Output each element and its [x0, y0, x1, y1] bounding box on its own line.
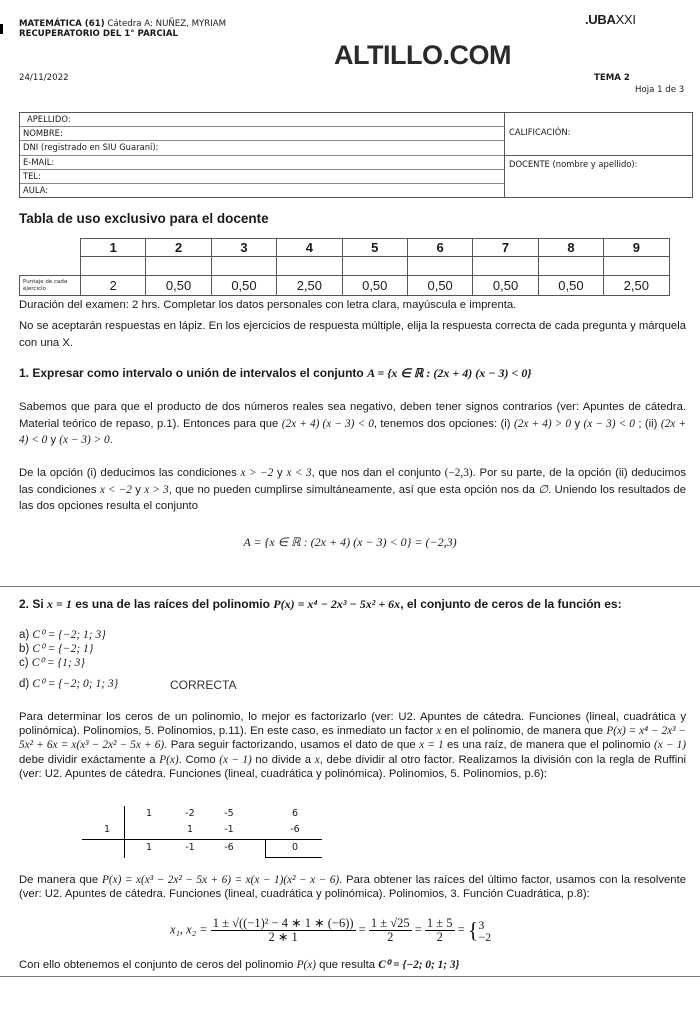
option-a[interactable]	[19, 628, 106, 642]
math: (x − 3) < 0	[583, 417, 635, 430]
section-divider	[0, 586, 700, 587]
empty-corner	[20, 239, 81, 257]
empty-label	[20, 257, 81, 276]
text: no divide a	[251, 753, 315, 766]
math: (x − 1)	[653, 739, 686, 752]
ruffini-cell: -1	[185, 842, 195, 853]
math: (2x + 4) > 0	[513, 417, 572, 430]
case-2: −2	[478, 929, 492, 944]
option-label: d)	[19, 678, 33, 690]
cases	[478, 919, 491, 943]
left-brace: {	[467, 917, 479, 943]
text: en el polinomio, de manera que	[441, 725, 607, 738]
score-cell: 0,50	[473, 276, 538, 296]
text: .	[109, 434, 113, 446]
uba-thin: XXI	[615, 12, 636, 27]
q1-title	[19, 366, 686, 380]
grade-entry-cell[interactable]	[81, 257, 146, 276]
ruffini-table	[82, 806, 322, 858]
header-cell: 5	[342, 239, 407, 257]
math: (−2,3)	[444, 467, 473, 479]
option-math: C⁰ = {−2; 0; 1; 3}	[32, 678, 119, 690]
option-label: a)	[19, 629, 33, 641]
header-cell: 4	[277, 239, 342, 257]
grade-entry-cell[interactable]	[407, 257, 472, 276]
text: , que no pueden cumplirse simultáneamente, así que esta opción nos da	[168, 483, 539, 496]
grades-table	[19, 238, 670, 296]
header-cell: 9	[604, 239, 669, 257]
text: es una raíz, de manera que el polinomio	[443, 739, 654, 752]
score-row-label: Puntaje de cada ejercicio	[20, 276, 81, 296]
grade-entry-cell[interactable]	[538, 257, 603, 276]
text: Con ello obtenemos el conjunto de ceros del polinomio	[19, 959, 297, 971]
field-docente[interactable]: DOCENTE (nombre y apellido):	[509, 159, 638, 169]
ruffini-cell: 1	[186, 824, 194, 835]
math: P(x) = x(x³ − 2x² − 5x + 6) = x(x − 1)(x² − x − 6)	[101, 874, 340, 886]
q1-title-math: A = {x ∈ ℝ : (2x + 4) (x − 3) < 0}	[367, 366, 532, 380]
ruffini-cell: -6	[290, 824, 300, 835]
text: y	[273, 467, 287, 479]
score-cell: 2,50	[277, 276, 342, 296]
math: C⁰ = {−2; 0; 1; 3}	[378, 959, 460, 971]
text: debe dividir exáctamente a	[19, 753, 160, 766]
grade-entry-cell[interactable]	[277, 257, 342, 276]
teacher-fields	[505, 113, 693, 197]
grades-table-title: Tabla de uso exclusivo para el docente	[19, 211, 269, 226]
text: , que nos dan el conjunto	[311, 467, 445, 479]
math: x	[436, 725, 442, 738]
ruffini-remainder-box-left	[265, 839, 266, 857]
grade-entry-cell[interactable]	[146, 257, 211, 276]
ruffini-cell: -2	[185, 808, 195, 819]
field-apellido[interactable]: APELLIDO:	[20, 113, 504, 127]
text: y	[571, 417, 584, 430]
exam-date: 24/11/2022	[19, 73, 69, 83]
field-email[interactable]: E-MAIL:	[20, 156, 504, 170]
grade-entry-cell[interactable]	[342, 257, 407, 276]
denominator: 2	[387, 930, 394, 944]
uba-logo	[585, 12, 636, 27]
numerator: 1 ± √25	[370, 916, 410, 930]
score-cell: 0,50	[407, 276, 472, 296]
margin-marker	[0, 24, 3, 34]
math: P(x) = x⁴ − 2x³ − 5x² + 6x = x(x³ − 2x² − 5x + 6)	[19, 725, 686, 752]
score-cell: 2,50	[604, 276, 669, 296]
q1-result: A = {x ∈ ℝ : (2x + 4) (x − 3) < 0} = (−2,3)	[243, 535, 457, 549]
math: x > 3	[144, 483, 169, 496]
text: Sabemos que para que el producto de dos números reales sea negativo, deben tener signos contrarios (ver: Apuntes de cátedra. Material teórico de repaso, p.1). Entonces para que	[19, 401, 686, 430]
header-cell: 6	[407, 239, 472, 257]
page-indicator: Hoja 1 de 3	[635, 85, 685, 95]
ruffini-cell: -6	[224, 842, 234, 853]
option-d[interactable]	[19, 677, 118, 691]
section-divider	[0, 976, 700, 977]
ruffini-remainder: 0	[291, 842, 299, 853]
option-math: C⁰ = {1; 3}	[31, 657, 85, 669]
q1-title-text: 1. Expresar como intervalo o unión de intervalos el conjunto	[19, 366, 368, 380]
ruffini-divisor: 1	[103, 824, 111, 835]
grade-entry-cell[interactable]	[473, 257, 538, 276]
denominator: 2	[436, 930, 443, 944]
ruffini-vertical-line	[124, 806, 125, 858]
exam-name: RECUPERATORIO DEL 1° PARCIAL	[19, 29, 178, 39]
header-cell: 8	[538, 239, 603, 257]
grade-entry-cell[interactable]	[211, 257, 276, 276]
ruffini-cell: -1	[224, 824, 234, 835]
header-cell: 3	[211, 239, 276, 257]
math: (2x + 4) (x − 3) < 0	[281, 417, 374, 430]
q1-paragraph-1	[19, 399, 686, 449]
math: P(x)	[159, 753, 179, 766]
text: ; (ii)	[634, 417, 661, 430]
numerator: 1 ± 5	[426, 916, 453, 930]
text: , debe dividir al otro factor. Realizamos la división con la regla de Ruffini (ver: U2. Apuntes de cátedra. Funciones (lineal, cuadrática y polinómica). Polinomios, 5. Polinomios, p.6):	[19, 753, 686, 780]
formula-lhs: x₁, x₂ =	[170, 922, 208, 937]
score-cell: 0,50	[211, 276, 276, 296]
option-label: c)	[19, 657, 32, 669]
student-fields	[20, 113, 505, 197]
course-header	[19, 19, 226, 39]
ruffini-cell: 1	[145, 808, 153, 819]
fraction-3	[425, 917, 455, 944]
numerator: 1 ± √((−1)² − 4 ∗ 1 ∗ (−6))	[212, 916, 354, 930]
math: x < −2	[99, 483, 132, 496]
field-dni[interactable]: DNI (registrado en SIU Guaraní):	[20, 141, 504, 155]
correct-answer-label: CORRECTA	[170, 678, 237, 692]
option-c[interactable]	[19, 656, 85, 670]
math: x > −2	[240, 467, 274, 479]
text: De la opción (i) deducimos las condiciones	[19, 467, 241, 479]
ruffini-remainder-box-bottom	[265, 857, 322, 858]
header-cell: 7	[473, 239, 538, 257]
header-cell: 1	[81, 239, 146, 257]
empty-set-symbol: ∅	[538, 483, 549, 496]
text: . Uniendo los resultados de las dos opciones resulta el conjunto	[19, 483, 686, 512]
ruffini-cell: 1	[145, 842, 153, 853]
text: 2. Si	[19, 597, 48, 611]
math: (2x + 4) < 0	[19, 417, 686, 446]
text: De manera que	[19, 874, 102, 886]
case-1: 3	[478, 917, 485, 932]
q2-paragraph-2	[19, 873, 686, 901]
header-cell: 2	[146, 239, 211, 257]
field-tel[interactable]: TEL:	[20, 170, 504, 184]
text: que resulta	[316, 959, 379, 971]
option-b[interactable]	[19, 642, 93, 656]
fraction-2	[369, 917, 412, 944]
q2-conclusion	[19, 958, 686, 972]
field-aula[interactable]: AULA:	[23, 184, 49, 195]
text: es una de las raíces del polinomio	[71, 597, 274, 611]
option-math: C⁰ = {−2; 1; 3}	[32, 629, 106, 641]
score-cell: 0,50	[342, 276, 407, 296]
course-name: MATEMÁTICA (61)	[19, 19, 105, 29]
altillo-logo: ALTILLO.COM	[334, 40, 511, 70]
text: . Como	[178, 753, 220, 766]
score-cell: 0,50	[538, 276, 603, 296]
text: Para determinar los ceros de un polinomio, lo mejor es factorizarlo (ver: U2. Apuntes de cátedra. Funciones (lineal, cuadrática y polinómica). Polinomios, 5. Polinomios, p.11). En este caso, es inmediato un factor	[19, 711, 686, 738]
field-calificacion[interactable]: CALIFICACIÓN:	[505, 113, 693, 156]
math: P(x)	[296, 959, 317, 971]
ruffini-cell: -5	[224, 808, 234, 819]
q2-paragraph-1	[19, 710, 686, 781]
denominator: 2 ∗ 1	[268, 930, 298, 944]
math: P(x) = x⁴ − 2x³ − 5x² + 6x	[273, 597, 401, 611]
fraction-1	[211, 917, 356, 944]
score-cell: 0,50	[146, 276, 211, 296]
instruction-pen: No se aceptarán respuestas en lápiz. En los ejercicios de respuesta múltiple, elija la respuesta correcta de cada pregunta y márquela con una X.	[19, 320, 686, 349]
student-id-form	[19, 112, 693, 198]
math: (x − 1)	[219, 753, 252, 766]
option-math: C⁰ = {−2; 1}	[32, 643, 94, 655]
quadratic-formula: x₁, x₂ = $\frac{\text{1 ± √((−1)² − 4 ∗ 1 ∗ (−6))}}{2 ∗ 1}$ = $\frac{1 \pm √25}{2}$ = $\frac{1 \pm 5}{2}$ = { 3 −2	[170, 916, 492, 944]
option-label: b)	[19, 643, 33, 655]
score-cell: 2	[81, 276, 146, 296]
math: (x − 3) > 0	[59, 434, 110, 446]
tema-label: TEMA 2	[594, 73, 630, 83]
text: . Por su parte, de la opción (ii) deducimos las condiciones	[19, 467, 687, 496]
math: x = 1	[419, 739, 444, 752]
grade-entry-cell[interactable]	[604, 257, 669, 276]
text: , el conjunto de ceros de la función es:	[400, 597, 622, 611]
uba-bold: .UBA	[585, 12, 616, 27]
ruffini-horizontal-line	[82, 839, 322, 840]
math: x < 3	[286, 467, 312, 479]
instruction-duration: Duración del examen: 2 hrs. Completar los datos personales con letra clara, mayúscula e imprenta.	[19, 299, 517, 311]
text: . Para seguir factorizando, usamos el dato de que	[164, 739, 420, 752]
q2-title	[19, 597, 686, 611]
chair-name: Cátedra A: NUÑEZ, MYRIAM	[104, 19, 227, 29]
math: x = 1	[47, 597, 72, 611]
text: , tenemos dos opciones: (i)	[373, 417, 514, 430]
ruffini-cell: 6	[291, 808, 299, 819]
q1-paragraph-2	[19, 465, 686, 515]
field-nombre[interactable]: NOMBRE:	[20, 127, 504, 141]
text: . Para obtener las raíces del último factor, usamos con la resolvente (ver: U2. Apuntes de cátedra. Funciones (lineal, cuadrática y polinómica). Polinomios, 3. Función Cuadrática, p.8):	[19, 874, 686, 901]
text: y	[47, 434, 60, 446]
math: x	[314, 753, 320, 766]
text: y	[131, 483, 145, 496]
